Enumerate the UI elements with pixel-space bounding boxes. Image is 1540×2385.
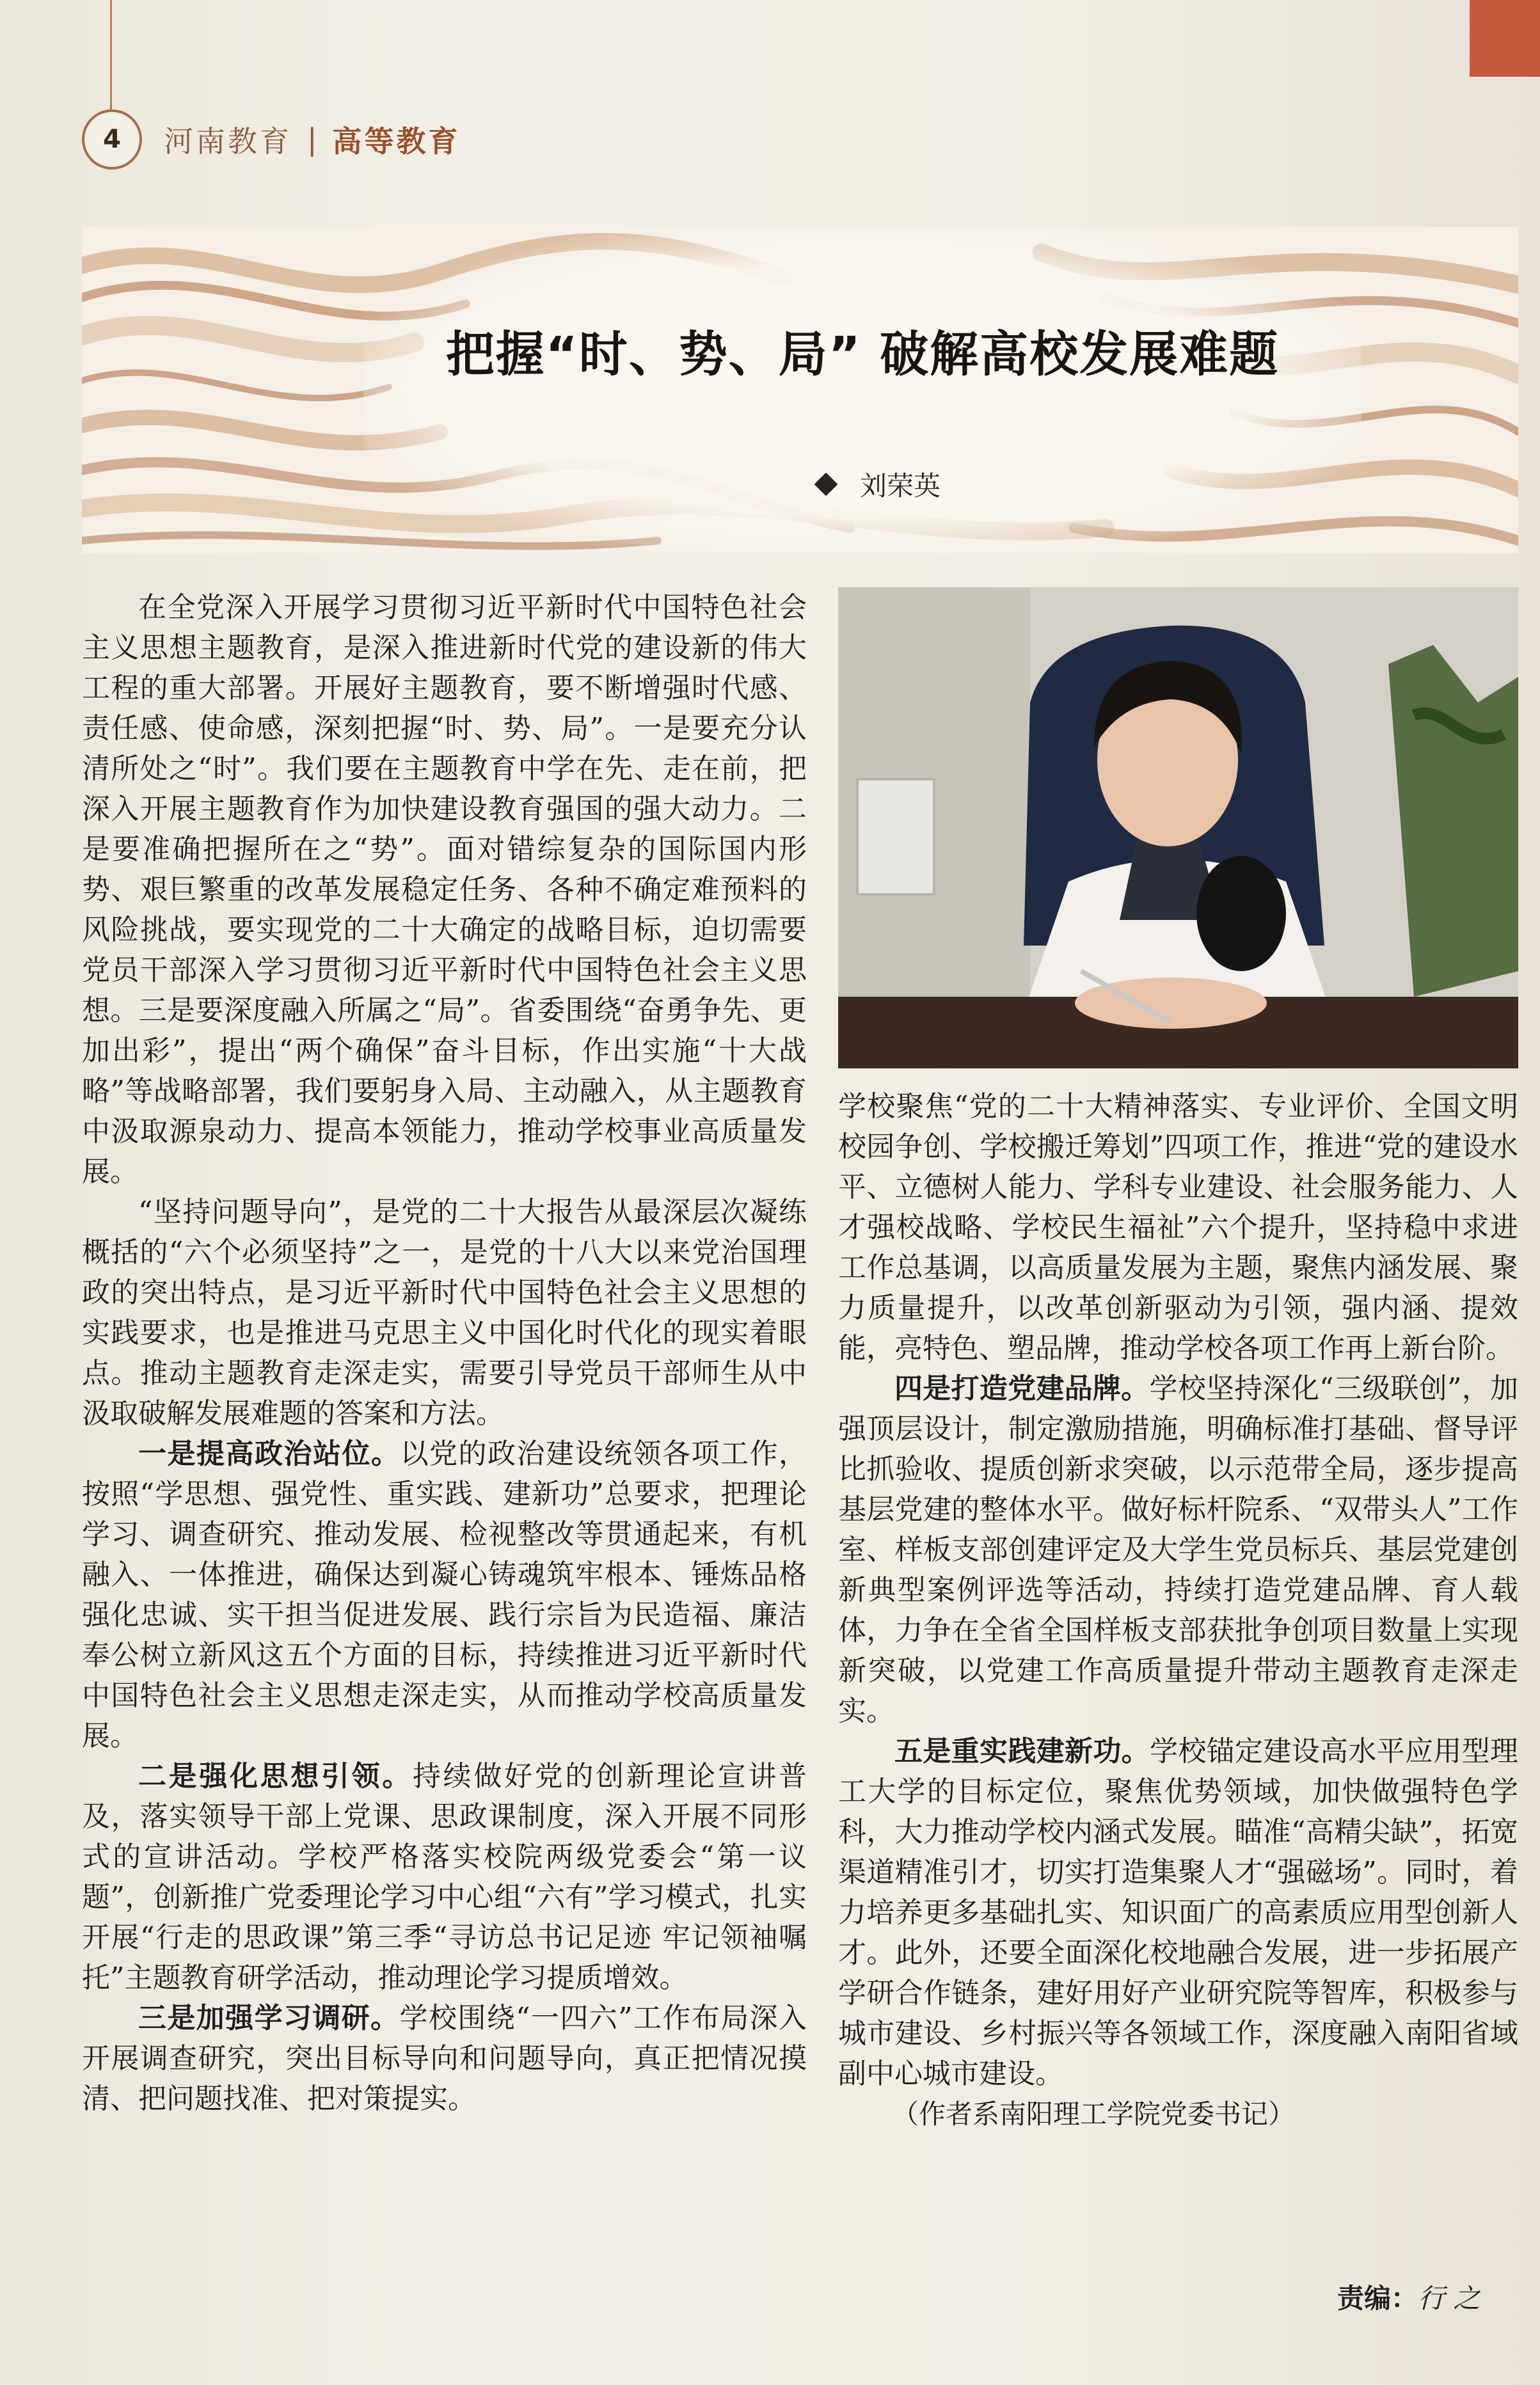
paragraph (82, 1998, 807, 2119)
paragraph (82, 1434, 807, 1756)
point-heading: 一是提高政治站位。 (138, 1438, 401, 1470)
paragraph (838, 1368, 1518, 1731)
point-heading: 三是加强学习调研。 (138, 2002, 400, 2034)
editor-name: 行 之 (1418, 2283, 1480, 2314)
header-separator: | (307, 122, 317, 157)
byline (818, 465, 941, 503)
section-name: 高等教育 (332, 124, 461, 159)
point-heading: 五是重实践建新功。 (894, 1735, 1150, 1768)
point-text: 以党的政治建设统领各项工作，按照“学思想、强党性、重实践、建新功”总要求，把理论学习、调查研究、推动发展、检视整改等贯通起来，有机融入、一体推进，确保达到凝心铸魂筑牢根本、锤炼品格强化忠诚、实干担当促进发展、践行宗旨为民造福、廉洁奉公树立新风这五个方面的目标，持续推进习近平新时代中国特色社会主义思想走深走实，从而推动学校高质量发展。 (82, 1438, 807, 1752)
title-plate (363, 227, 1361, 553)
paragraph: 在全党深入开展学习贯彻习近平新时代中国特色社会主义思想主题教育，是深入推进新时代党的建设新的伟大工程的重大部署。开展好主题教育，要不断增强时代感、责任感、使命感，深刻把握“时、势、局”。一是要充分认清所处之“时”。我们要在主题教育中学在先、走在前，把深入开展主题教育作为加快建设教育强国的强大动力。二是要准确把握所在之“势”。面对错综复杂的国际国内形势、艰巨繁重的改革发展稳定任务、各种不确定难预料的风险挑战，要实现党的二十大确定的战略目标，迫切需要党员干部深入学习贯彻习近平新时代中国特色社会主义思想。三是要深度融入所属之“局”。省委围绕“奋勇争先、更加出彩”，提出“两个确保”奋斗目标，作出实施“十大战略”等战略部署，我们要躬身入局、主动融入，从主题教育中汲取源泉动力、提高本领能力，推动学校事业高质量发展。 (82, 591, 807, 1188)
author-name: 刘荣英 (860, 470, 941, 502)
point-text: 学校围绕“一四六”工作布局深入开展调查研究，突出目标导向和问题导向，真正把情况摸清、把问题找准、把对策提实。 (82, 2002, 807, 2115)
editor-label: 责编： (1337, 2283, 1418, 2314)
page-header (82, 107, 461, 171)
magazine-name: 河南教育 (164, 124, 292, 159)
paragraph (82, 1756, 807, 1998)
corner-tab (1470, 0, 1540, 77)
title-banner (82, 227, 1518, 553)
point-heading: 二是强化思想引领。 (138, 1760, 413, 1793)
diamond-icon (814, 473, 838, 496)
point-text: 学校坚持深化“三级联创”，加强顶层设计，制定激励措施，明确标准打基础、督导评比抓验收、提质创新求突破，以示范带全局，逐步提高基层党建的整体水平。做好标杆院系、“双带头人”工作室、样板支部创建评定及大学生党员标兵、基层党建创新典型案例评选等活动，持续打造党建品牌、育人载体，力争在全省全国样板支部获批争创项目数量上实现新突破，以党建工作高质量提升带动主题教育走深走实。 (838, 1372, 1519, 1727)
point-text: 持续做好党的创新理论宣讲普及，落实领导干部上党课、思政课制度，深入开展不同形式的宣讲活动。学校严格落实校院两级党委会“第一议题”，创新推广党委理论学习中心组“六有”学习模式，扎实开展“行走的思政课”第三季“寻访总书记足迹 牢记领袖嘱托”主题教育研学活动，推动理论学习提质增效。 (82, 1760, 807, 1994)
point-heading: 四是打造党建品牌。 (894, 1372, 1150, 1405)
article-title: 把握“时、势、局” 破解高校发展难题 (445, 326, 1280, 383)
paragraph: “坚持问题导向”，是党的二十大报告从最深层次凝练概括的“六个必须坚持”之一，是党的十八大以来党治国理政的突出特点，是习近平新时代中国特色社会主义思想的实践要求，也是推进马克思主义中国化时代化的现实着眼点。推动主题教育走深走实，需要引导党员干部师生从中汲取破解发展难题的答案和方法。 (82, 1196, 807, 1430)
right-column (838, 1086, 1518, 2134)
header-rule (110, 0, 112, 112)
page-number: 4 (82, 109, 142, 170)
left-column (82, 587, 807, 2119)
author-note: （作者系南阳理工学院党委书记） (892, 2098, 1296, 2130)
point-text: 学校锚定建设高水平应用型理工大学的目标定位，聚焦优势领域，加快做强特色学科，大力推动学校内涵式发展。瞄准“高精尖缺”，拓宽渠道精准引才，切实打造集聚人才“强磁场”。同时，着力培养更多基础扎实、知识面广的高素质应用型创新人才。此外，还要全面深化校地融合发展，进一步拓展产学研合作链条，建好用好产业研究院等智库，积极参与城市建设、乡村振兴等各领域工作，深度融入南阳省域副中心城市建设。 (838, 1735, 1518, 2090)
editor-credit (1337, 2278, 1480, 2316)
paragraph (838, 1731, 1518, 2094)
portrait-illustration (838, 587, 1518, 1068)
paragraph: 学校聚焦“党的二十大精神落实、专业评价、全国文明校园争创、学校搬迁筹划”四项工作，推进“党的建设水平、立德树人能力、学科专业建设、社会服务能力、人才强校战略、学校民生福祉”六个提升，坚持稳中求进工作总基调，以高质量发展为主题，聚焦内涵发展、聚力质量提升，以改革创新驱动为引领，强内涵、提效能，亮特色、塑品牌，推动学校各项工作再上新台阶。 (838, 1090, 1518, 1365)
author-photo (838, 587, 1518, 1068)
